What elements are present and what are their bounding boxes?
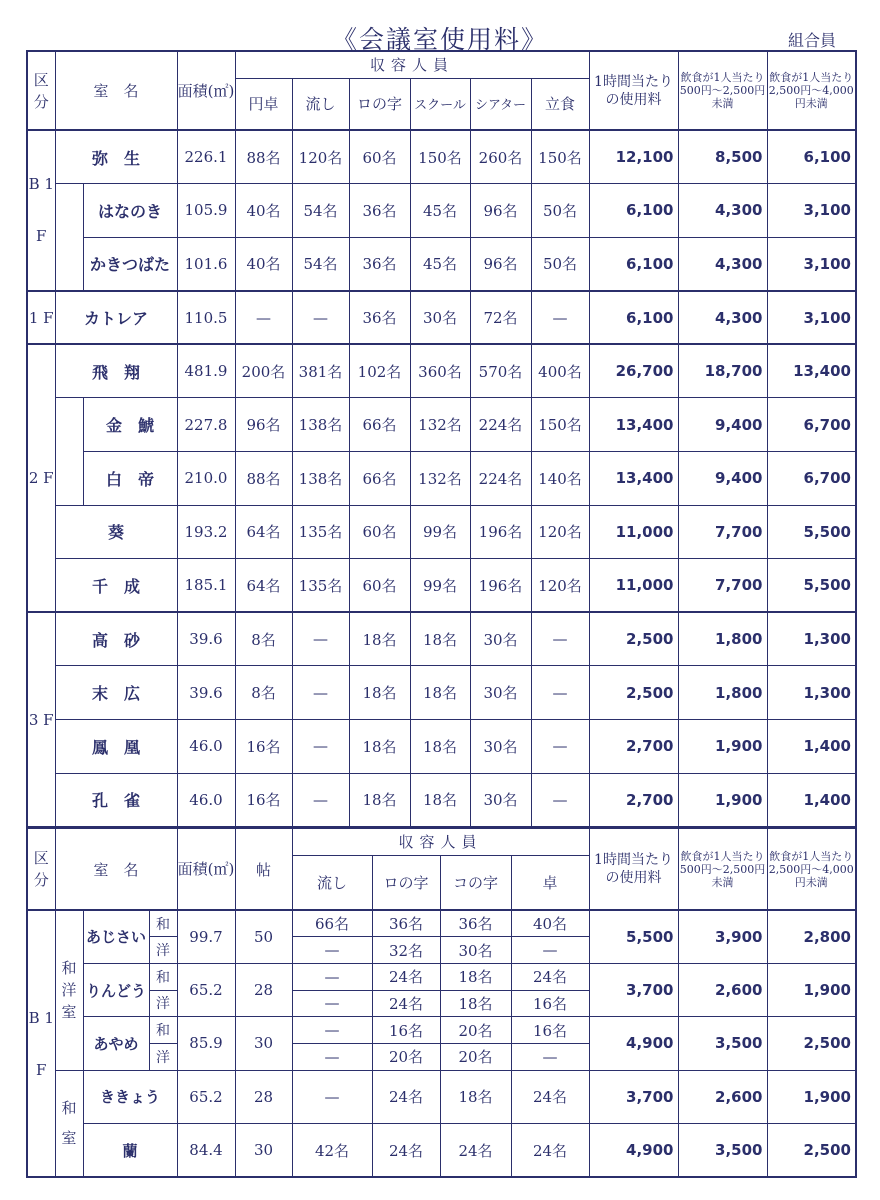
indent-cell: [55, 452, 83, 506]
food-fee-1: 4,300: [678, 237, 767, 291]
capacity-cell: 24名: [372, 1124, 440, 1178]
header-hourly-fee: 1時間当たりの使用料: [589, 828, 678, 910]
room-area: 85.9: [177, 1017, 235, 1070]
capacity-cell: 102名: [349, 344, 410, 398]
hourly-fee: 4,900: [589, 1017, 678, 1070]
capacity-cell: 138名: [292, 398, 349, 452]
food-fee-2: 3,100: [767, 184, 856, 238]
table-row: [27, 773, 856, 827]
capacity-cell-yo: 18名: [440, 990, 511, 1017]
table-row: [27, 505, 856, 559]
capacity-cell: 18名: [349, 773, 410, 827]
capacity-cell-yo: 32名: [372, 937, 440, 964]
capacity-cell-yo: 30名: [440, 937, 511, 964]
capacity-cell: 18名: [349, 720, 410, 774]
header-food-1: 飲食が1人当たり500円～2,500円未満: [678, 51, 767, 130]
food-fee-1: 9,400: [678, 398, 767, 452]
capacity-cell: 72名: [470, 291, 531, 345]
page-title: 《会議室使用料》: [331, 25, 548, 54]
capacity-cell-wa: 66名: [292, 910, 372, 937]
capacity-cell-yo: 16名: [511, 990, 589, 1017]
header-food-2: 飲食が1人当たり2,500円～4,000円未満: [767, 51, 856, 130]
header-tatami: 帖: [235, 828, 292, 910]
room-area: 185.1: [177, 559, 235, 613]
indent-cell: [55, 237, 83, 291]
floor-label: B 1 F: [27, 910, 55, 1177]
capacity-cell: 138名: [292, 452, 349, 506]
capacity-cell: 132名: [410, 452, 470, 506]
capacity-cell: 18名: [410, 720, 470, 774]
capacity-cell: 64名: [235, 505, 292, 559]
floor-label: 3 F: [27, 612, 55, 826]
room-name: はなのき: [83, 184, 177, 238]
header-food-1: 飲食が1人当たり500円～2,500円未満: [678, 828, 767, 910]
capacity-cell: 60名: [349, 559, 410, 613]
capacity-cell-yo: 20名: [440, 1043, 511, 1070]
hourly-fee: 26,700: [589, 344, 678, 398]
capacity-cell: 196名: [470, 505, 531, 559]
table-row: [27, 452, 856, 506]
yo-label: 洋: [149, 990, 177, 1017]
room-area: 65.2: [177, 1070, 235, 1124]
room-area: 110.5: [177, 291, 235, 345]
capacity-cell: 54名: [292, 184, 349, 238]
capacity-cell-wa: 36名: [372, 910, 440, 937]
room-name: 白 帝: [83, 452, 177, 506]
capacity-cell-wa: 18名: [440, 963, 511, 990]
room-area: 105.9: [177, 184, 235, 238]
room-tatami: 30: [235, 1124, 292, 1178]
header-room-name: 室 名: [55, 51, 177, 130]
room-name: ききょう: [83, 1070, 177, 1124]
capacity-cell: 8名: [235, 666, 292, 720]
hourly-fee: 2,500: [589, 666, 678, 720]
capacity-cell: 16名: [235, 720, 292, 774]
capacity-cell: 360名: [410, 344, 470, 398]
food-fee-2: 3,100: [767, 291, 856, 345]
table-row: [27, 910, 856, 937]
header-col-3: 卓: [511, 855, 589, 910]
food-fee-1: 18,700: [678, 344, 767, 398]
hourly-fee: 3,700: [589, 1070, 678, 1124]
food-fee-1: 9,400: [678, 452, 767, 506]
capacity-cell: 150名: [531, 398, 589, 452]
capacity-cell-wa: 16名: [372, 1017, 440, 1044]
hourly-fee: 13,400: [589, 398, 678, 452]
capacity-cell-yo: —: [292, 1043, 372, 1070]
capacity-cell: —: [292, 1070, 372, 1124]
capacity-cell: 224名: [470, 452, 531, 506]
table-row: [27, 291, 856, 345]
header-col-5: 立食: [531, 78, 589, 130]
hourly-fee: 3,700: [589, 963, 678, 1016]
capacity-cell: 30名: [470, 666, 531, 720]
food-fee-2: 1,900: [767, 1070, 856, 1124]
capacity-cell-yo: —: [292, 990, 372, 1017]
capacity-cell-wa: 24名: [511, 963, 589, 990]
food-fee-2: 6,700: [767, 398, 856, 452]
room-tatami: 30: [235, 1017, 292, 1070]
table-row: [27, 130, 856, 184]
capacity-cell-yo: —: [292, 937, 372, 964]
capacity-cell-wa: 24名: [372, 963, 440, 990]
yo-label: 洋: [149, 1043, 177, 1070]
capacity-cell: 120名: [531, 559, 589, 613]
capacity-cell: 54名: [292, 237, 349, 291]
capacity-cell: 18名: [349, 612, 410, 666]
hourly-fee: 2,500: [589, 612, 678, 666]
capacity-cell: 400名: [531, 344, 589, 398]
capacity-cell: 36名: [349, 237, 410, 291]
capacity-cell: —: [292, 291, 349, 345]
room-area: 101.6: [177, 237, 235, 291]
room-name: 末 広: [55, 666, 177, 720]
capacity-cell: —: [292, 612, 349, 666]
food-fee-2: 1,400: [767, 720, 856, 774]
capacity-cell: 99名: [410, 505, 470, 559]
food-fee-2: 5,500: [767, 559, 856, 613]
capacity-cell: 18名: [349, 666, 410, 720]
header-col-1: ロの字: [372, 855, 440, 910]
hourly-fee: 6,100: [589, 184, 678, 238]
capacity-cell-yo: —: [511, 1043, 589, 1070]
capacity-cell: 24名: [372, 1070, 440, 1124]
food-fee-1: 4,300: [678, 184, 767, 238]
capacity-cell: 50名: [531, 237, 589, 291]
capacity-cell: 18名: [410, 773, 470, 827]
room-name: 葵: [55, 505, 177, 559]
food-fee-1: 2,600: [678, 1070, 767, 1124]
capacity-cell-yo: 24名: [372, 990, 440, 1017]
food-fee-1: 1,900: [678, 720, 767, 774]
header-col-0: 円卓: [235, 78, 292, 130]
table-row: [27, 963, 856, 990]
hourly-fee: 2,700: [589, 720, 678, 774]
room-name: 高 砂: [55, 612, 177, 666]
hourly-fee: 6,100: [589, 291, 678, 345]
room-name: かきつばた: [83, 237, 177, 291]
food-fee-1: 7,700: [678, 505, 767, 559]
capacity-cell-wa: 40名: [511, 910, 589, 937]
table-row: [27, 720, 856, 774]
capacity-cell: 60名: [349, 505, 410, 559]
room-area: 481.9: [177, 344, 235, 398]
capacity-cell: 99名: [410, 559, 470, 613]
capacity-cell: 8名: [235, 612, 292, 666]
capacity-cell: 24名: [511, 1124, 589, 1178]
room-tatami: 28: [235, 963, 292, 1016]
capacity-cell: 120名: [292, 130, 349, 184]
room-area: 84.4: [177, 1124, 235, 1178]
room-area: 46.0: [177, 720, 235, 774]
capacity-cell-wa: 36名: [440, 910, 511, 937]
capacity-cell: 381名: [292, 344, 349, 398]
capacity-cell: 24名: [511, 1070, 589, 1124]
capacity-cell: 42名: [292, 1124, 372, 1178]
food-fee-1: 1,900: [678, 773, 767, 827]
wa-room-label: 和室: [55, 1070, 83, 1177]
member-label: 組合員: [787, 31, 836, 50]
header-col-0: 流し: [292, 855, 372, 910]
capacity-cell: —: [531, 720, 589, 774]
food-fee-2: 2,500: [767, 1017, 856, 1070]
capacity-cell: 40名: [235, 184, 292, 238]
capacity-cell: 260名: [470, 130, 531, 184]
room-name: 金 鯱: [83, 398, 177, 452]
room-area: 193.2: [177, 505, 235, 559]
food-fee-2: 1,300: [767, 666, 856, 720]
table-row: [27, 1017, 856, 1044]
header-col-1: 流し: [292, 78, 349, 130]
table-row: [27, 344, 856, 398]
room-name: 千 成: [55, 559, 177, 613]
capacity-cell: —: [531, 773, 589, 827]
food-fee-1: 3,500: [678, 1017, 767, 1070]
room-area: 227.8: [177, 398, 235, 452]
table-row: [27, 559, 856, 613]
wa-label: 和: [149, 1017, 177, 1044]
capacity-cell: 200名: [235, 344, 292, 398]
header-food-2: 飲食が1人当たり2,500円～4,000円未満: [767, 828, 856, 910]
capacity-cell: 88名: [235, 452, 292, 506]
capacity-cell: —: [235, 291, 292, 345]
capacity-cell: 16名: [235, 773, 292, 827]
floor-label: 1 F: [27, 291, 55, 345]
header-area: 面積(㎡): [177, 51, 235, 130]
capacity-cell: 135名: [292, 559, 349, 613]
table-main-rooms: [26, 50, 857, 828]
header-division: 区分: [27, 51, 55, 130]
capacity-cell: 135名: [292, 505, 349, 559]
table-row: [27, 1124, 856, 1178]
room-name: りんどう: [83, 963, 149, 1016]
table-row: [27, 666, 856, 720]
wa-label: 和: [149, 910, 177, 937]
food-fee-1: 4,300: [678, 291, 767, 345]
capacity-cell: 150名: [531, 130, 589, 184]
capacity-cell: 36名: [349, 184, 410, 238]
table-row: [27, 612, 856, 666]
capacity-cell-wa: —: [292, 963, 372, 990]
capacity-cell-yo: 20名: [372, 1043, 440, 1070]
food-fee-1: 3,500: [678, 1124, 767, 1178]
header-col-4: シアター: [470, 78, 531, 130]
capacity-cell: 120名: [531, 505, 589, 559]
room-area: 39.6: [177, 666, 235, 720]
header-division: 区分: [27, 828, 55, 910]
wa-label: 和: [149, 963, 177, 990]
table-japanese-rooms: [26, 827, 857, 1178]
room-area: 226.1: [177, 130, 235, 184]
capacity-cell: 224名: [470, 398, 531, 452]
hourly-fee: 11,000: [589, 505, 678, 559]
header-area: 面積(㎡): [177, 828, 235, 910]
capacity-cell: 140名: [531, 452, 589, 506]
food-fee-1: 1,800: [678, 612, 767, 666]
food-fee-2: 1,900: [767, 963, 856, 1016]
header-col-2: ロの字: [349, 78, 410, 130]
capacity-cell: 50名: [531, 184, 589, 238]
capacity-cell: 570名: [470, 344, 531, 398]
floor-label: B 1 F: [27, 130, 55, 291]
room-name: 飛 翔: [55, 344, 177, 398]
hourly-fee: 5,500: [589, 910, 678, 963]
capacity-cell-yo: —: [511, 937, 589, 964]
food-fee-2: 13,400: [767, 344, 856, 398]
capacity-cell: 150名: [410, 130, 470, 184]
indent-cell: [55, 184, 83, 238]
room-name: 孔 雀: [55, 773, 177, 827]
capacity-cell: 30名: [410, 291, 470, 345]
capacity-cell: 96名: [470, 237, 531, 291]
capacity-cell: 30名: [470, 612, 531, 666]
capacity-cell: 64名: [235, 559, 292, 613]
table-row: [27, 398, 856, 452]
capacity-cell: —: [531, 612, 589, 666]
food-fee-1: 8,500: [678, 130, 767, 184]
capacity-cell: —: [292, 666, 349, 720]
capacity-cell: 30名: [470, 720, 531, 774]
capacity-cell: 88名: [235, 130, 292, 184]
food-fee-1: 7,700: [678, 559, 767, 613]
food-fee-2: 6,100: [767, 130, 856, 184]
capacity-cell-wa: 20名: [440, 1017, 511, 1044]
food-fee-2: 3,100: [767, 237, 856, 291]
capacity-cell: 96名: [235, 398, 292, 452]
floor-label: 2 F: [27, 344, 55, 612]
food-fee-2: 1,400: [767, 773, 856, 827]
wayo-label: 和洋室: [55, 910, 83, 1070]
yo-label: 洋: [149, 937, 177, 964]
capacity-cell: —: [531, 666, 589, 720]
capacity-cell: 40名: [235, 237, 292, 291]
header-col-2: コの字: [440, 855, 511, 910]
capacity-cell: —: [531, 291, 589, 345]
capacity-cell: 45名: [410, 184, 470, 238]
room-area: 210.0: [177, 452, 235, 506]
hourly-fee: 13,400: [589, 452, 678, 506]
header-capacity: 収容人員: [292, 828, 589, 855]
capacity-cell: 196名: [470, 559, 531, 613]
capacity-cell: 66名: [349, 452, 410, 506]
capacity-cell: 66名: [349, 398, 410, 452]
food-fee-1: 1,800: [678, 666, 767, 720]
capacity-cell: 18名: [440, 1070, 511, 1124]
food-fee-2: 2,800: [767, 910, 856, 963]
room-name: カトレア: [55, 291, 177, 345]
capacity-cell: 24名: [440, 1124, 511, 1178]
food-fee-2: 6,700: [767, 452, 856, 506]
room-name: 鳳 凰: [55, 720, 177, 774]
capacity-cell: 96名: [470, 184, 531, 238]
room-area: 39.6: [177, 612, 235, 666]
header-room-name: 室 名: [55, 828, 177, 910]
hourly-fee: 12,100: [589, 130, 678, 184]
food-fee-2: 1,300: [767, 612, 856, 666]
room-tatami: 50: [235, 910, 292, 963]
capacity-cell: 18名: [410, 666, 470, 720]
table-row: [27, 184, 856, 238]
capacity-cell: —: [292, 773, 349, 827]
capacity-cell: 36名: [349, 291, 410, 345]
capacity-cell: 18名: [410, 612, 470, 666]
capacity-cell: 30名: [470, 773, 531, 827]
indent-cell: [55, 398, 83, 452]
room-name: あじさい: [83, 910, 149, 963]
capacity-cell-wa: —: [292, 1017, 372, 1044]
header-col-3: スクール: [410, 78, 470, 130]
hourly-fee: 2,700: [589, 773, 678, 827]
hourly-fee: 11,000: [589, 559, 678, 613]
hourly-fee: 6,100: [589, 237, 678, 291]
room-name: あやめ: [83, 1017, 149, 1070]
table-row: [27, 1070, 856, 1124]
food-fee-2: 2,500: [767, 1124, 856, 1178]
capacity-cell: 132名: [410, 398, 470, 452]
room-area: 65.2: [177, 963, 235, 1016]
room-area: 99.7: [177, 910, 235, 963]
capacity-cell-wa: 16名: [511, 1017, 589, 1044]
capacity-cell: 45名: [410, 237, 470, 291]
room-name: 弥 生: [55, 130, 177, 184]
food-fee-1: 3,900: [678, 910, 767, 963]
food-fee-1: 2,600: [678, 963, 767, 1016]
room-area: 46.0: [177, 773, 235, 827]
food-fee-2: 5,500: [767, 505, 856, 559]
header-hourly-fee: 1時間当たりの使用料: [589, 51, 678, 130]
room-name: 蘭: [83, 1124, 177, 1178]
capacity-cell: —: [292, 720, 349, 774]
hourly-fee: 4,900: [589, 1124, 678, 1178]
header-capacity: 収容人員: [235, 51, 589, 78]
capacity-cell: 60名: [349, 130, 410, 184]
room-tatami: 28: [235, 1070, 292, 1124]
table-row: [27, 237, 856, 291]
